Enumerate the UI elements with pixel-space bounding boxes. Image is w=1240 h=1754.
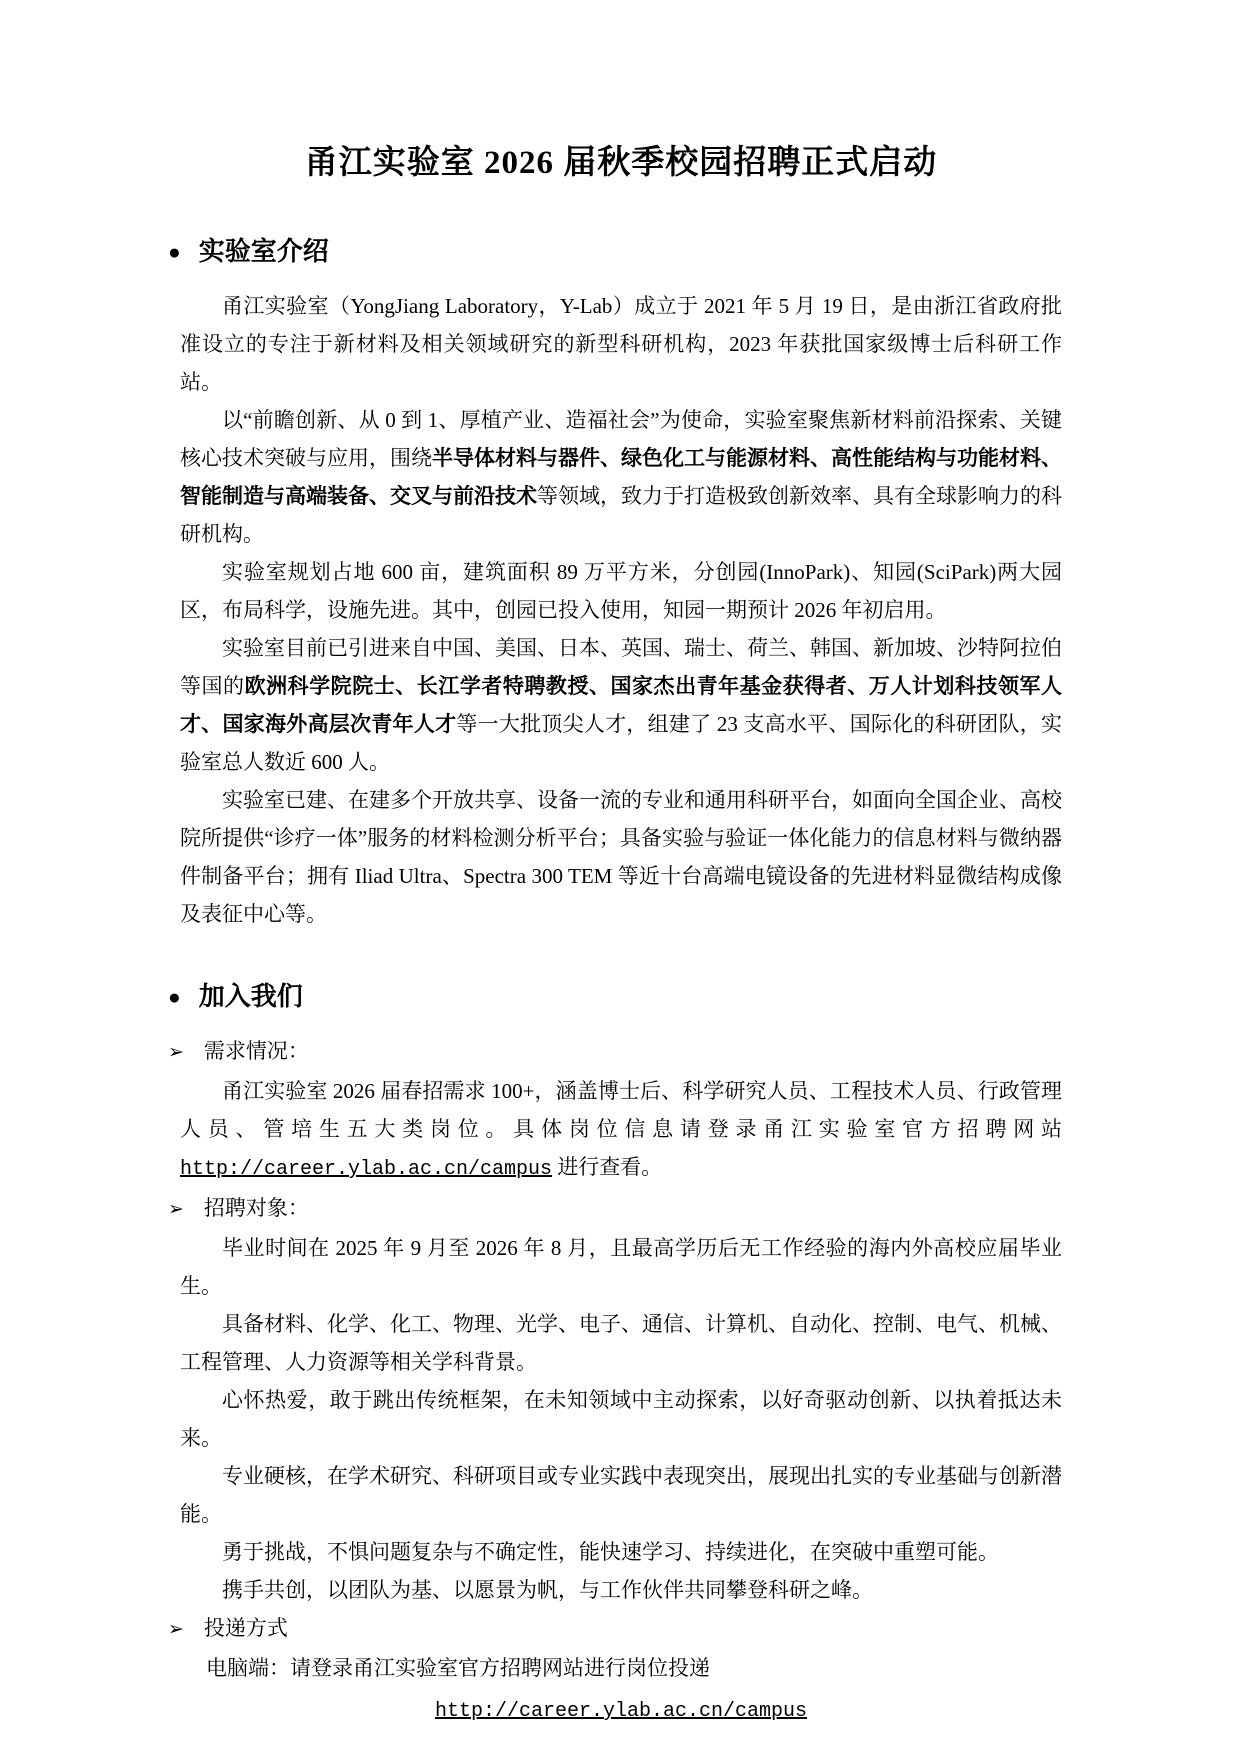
- arrow-icon: ➢: [168, 1042, 184, 1064]
- text-run: 等领域，致力于打造极致创新效率、具有全球影响力的科研机构。: [180, 484, 1062, 547]
- list-item-label: 需求情况：: [203, 1039, 309, 1064]
- career-site-link[interactable]: http://career.ylab.ac.cn/campus: [434, 1700, 808, 1724]
- text-run: 具备材料、化学、化工、物理、光学、电子、通信、计算机、自动化、控制、电气、机械、工程管理、人力资源等相关学科背景。: [180, 1312, 1062, 1375]
- bullet-icon: ●: [168, 985, 181, 1010]
- list-item-label: 招聘对象：: [203, 1196, 309, 1221]
- list-item-apply: [168, 1609, 1062, 1649]
- text-run: 半导体材料与器件、绿色化工与能源材料、高性能结构与功能材料、智能制造与高端装备、交叉与前沿技术: [180, 446, 1062, 509]
- join-paragraph-teamwork: [180, 1571, 1062, 1609]
- text-run: 心怀热爱，敢于跳出传统框架，在未知领域中主动探索，以好奇驱动创新、以执着抵达未来。: [180, 1388, 1062, 1451]
- text-run: 专业硬核，在学术研究、科研项目或专业实践中表现突出，展现出扎实的专业基础与创新潜能。: [180, 1464, 1062, 1527]
- list-item-label: 投递方式: [203, 1616, 288, 1641]
- join-paragraph-passion: [180, 1381, 1062, 1457]
- text-run: 进行查看。: [552, 1155, 663, 1180]
- intro-paragraph-mission: [180, 401, 1062, 553]
- section-heading-label: 加入我们: [198, 982, 303, 1012]
- intro-paragraph-talent: [180, 629, 1062, 781]
- section-heading-label: 实验室介绍: [198, 236, 329, 266]
- section-heading-lab-intro: [168, 236, 1062, 267]
- section-heading-join-us: [168, 981, 1062, 1012]
- arrow-icon: ➢: [168, 1619, 184, 1641]
- text-run: 电脑端：请登录甬江实验室官方招聘网站进行岗位投递: [206, 1656, 710, 1681]
- text-run: 欧洲科学院院士、长江学者特聘教授、国家杰出青年基金获得者、万人计划科技领军人才、国家海外高层次青年人才: [180, 674, 1062, 737]
- page-title: 甬江实验室 2026 届秋季校园招聘正式启动: [304, 145, 938, 181]
- join-paragraph-pc-apply: [206, 1649, 1062, 1687]
- intro-paragraph-platforms: [180, 781, 1062, 933]
- arrow-icon: ➢: [168, 1199, 184, 1221]
- text-run: 实验室规划占地 600 亩，建筑面积 89 万平方米，分创园(InnoPark)、知园(SciPark)两大园区，布局科学，设施先进。其中，创园已投入使用，知园一期预计 2026 年初启用。: [180, 560, 1062, 623]
- text-run: 以“前瞻创新、从 0 到 1、厚植产业、造福社会”为使命，实验室聚焦新材料前沿探索、关键核心技术突破与应用，围绕: [180, 408, 1062, 471]
- join-paragraph-professional: [180, 1457, 1062, 1533]
- text-run: 等一大批顶尖人才，组建了 23 支高水平、国际化的科研团队，实验室总人数近 600 人。: [180, 712, 1062, 775]
- join-paragraph-majors: [180, 1305, 1062, 1381]
- intro-paragraph-founding: [180, 287, 1062, 401]
- intro-paragraph-campus: [180, 553, 1062, 629]
- join-paragraph-graduation: [180, 1229, 1062, 1305]
- text-run: 勇于挑战，不惧问题复杂与不确定性，能快速学习、持续进化，在突破中重塑可能。: [222, 1540, 999, 1565]
- list-item-demand: [168, 1032, 1062, 1072]
- apply-url-line: [180, 1689, 1062, 1732]
- text-run: 甬江实验室 2026 届春招需求 100+，涵盖博士后、科学研究人员、工程技术人员、行政管理人员、管培生五大类岗位。具体岗位信息请登录甬江实验室官方招聘网站: [180, 1079, 1062, 1142]
- text-run: 甬江实验室（YongJiang Laboratory，Y-Lab）成立于 2021 年 5 月 19 日，是由浙江省政府批准设立的专注于新材料及相关领域研究的新型科研机构，2023 年获批国家级博士后科研工作站。: [180, 294, 1062, 395]
- text-run: 携手共创，以团队为基、以愿景为帆，与工作伙伴共同攀登科研之峰。: [222, 1578, 873, 1603]
- bullet-icon: ●: [168, 239, 181, 264]
- text-run: 实验室已建、在建多个开放共享、设备一流的专业和通用科研平台，如面向全国企业、高校院所提供“诊疗一体”服务的材料检测分析平台；具备实验与验证一体化能力的信息材料与微纳器件制备平台；拥有 Iliad Ultra、Spectra 300 TEM 等近十台高端电镜设备的先进材料显微结构成像及表征中心等。: [180, 788, 1062, 927]
- text-run: 毕业时间在 2025 年 9 月至 2026 年 8 月，且最高学历后无工作经验的海内外高校应届毕业生。: [180, 1236, 1062, 1299]
- career-site-link[interactable]: http://career.ylab.ac.cn/campus: [180, 1158, 553, 1182]
- join-paragraph-demand: [180, 1072, 1062, 1189]
- text-run: 实验室目前已引进来自中国、美国、日本、英国、瑞士、荷兰、韩国、新加坡、沙特阿拉伯等国的: [180, 636, 1062, 699]
- list-item-target: [168, 1189, 1062, 1229]
- join-paragraph-challenge: [180, 1533, 1062, 1571]
